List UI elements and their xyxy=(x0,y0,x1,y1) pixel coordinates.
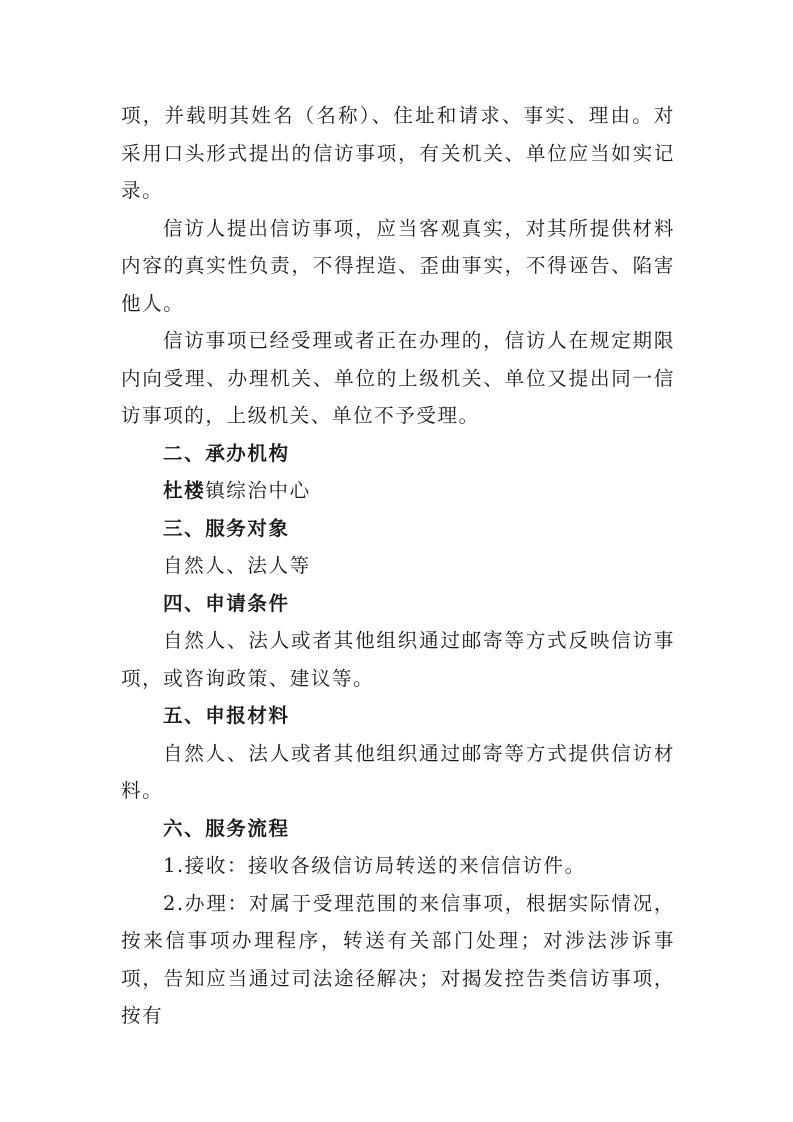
paragraph-application-materials: 自然人、法人或者其他组织通过邮寄等方式提供信访材料。 xyxy=(121,741,675,802)
document-body xyxy=(121,97,675,1035)
paragraph-duplicate-petition: 信访事项已经受理或者正在办理的，信访人在规定期限内向受理、办理机关、单位的上级机关、单位又提出同一信访事项的，上级机关、单位不予受理。 xyxy=(121,329,675,427)
paragraph-request-content: 项，并载明其姓名（名称）、住址和请求、事实、理由。对采用口头形式提出的信访事项，有关机关、单位应当如实记录。 xyxy=(121,104,675,202)
paragraph-application-conditions: 自然人、法人或者其他组织通过邮寄等方式反映信访事项，或咨询政策、建议等。 xyxy=(121,629,675,690)
paragraph-step-receive: 1.接收：接收各级信访局转送的来信信访件。 xyxy=(163,854,586,877)
heading-application-materials: 五、申报材料 xyxy=(163,704,290,727)
paragraph-service-targets: 自然人、法人等 xyxy=(163,554,311,577)
agency-name-rest: 镇综治中心 xyxy=(205,479,311,502)
heading-application-conditions: 四、申请条件 xyxy=(163,591,290,615)
paragraph-agency-name xyxy=(121,472,675,510)
heading-handling-agency: 二、承办机构 xyxy=(163,441,290,465)
heading-service-process: 六、服务流程 xyxy=(163,816,290,840)
paragraph-step-handle: 2.办理：对属于受理范围的来信事项，根据实际情况，按来信事项办理程序，转送有关部门处理；对涉法涉诉事项，告知应当通过司法途径解决；对揭发控告类信访事项，按有 xyxy=(121,891,675,1027)
agency-name-bold: 杜楼 xyxy=(163,479,206,502)
heading-service-targets: 三、服务对象 xyxy=(163,516,290,540)
paragraph-truthfulness: 信访人提出信访事项，应当客观真实，对其所提供材料内容的真实性负责，不得捏造、歪曲事实，不得诬告、陷害他人。 xyxy=(121,216,675,315)
